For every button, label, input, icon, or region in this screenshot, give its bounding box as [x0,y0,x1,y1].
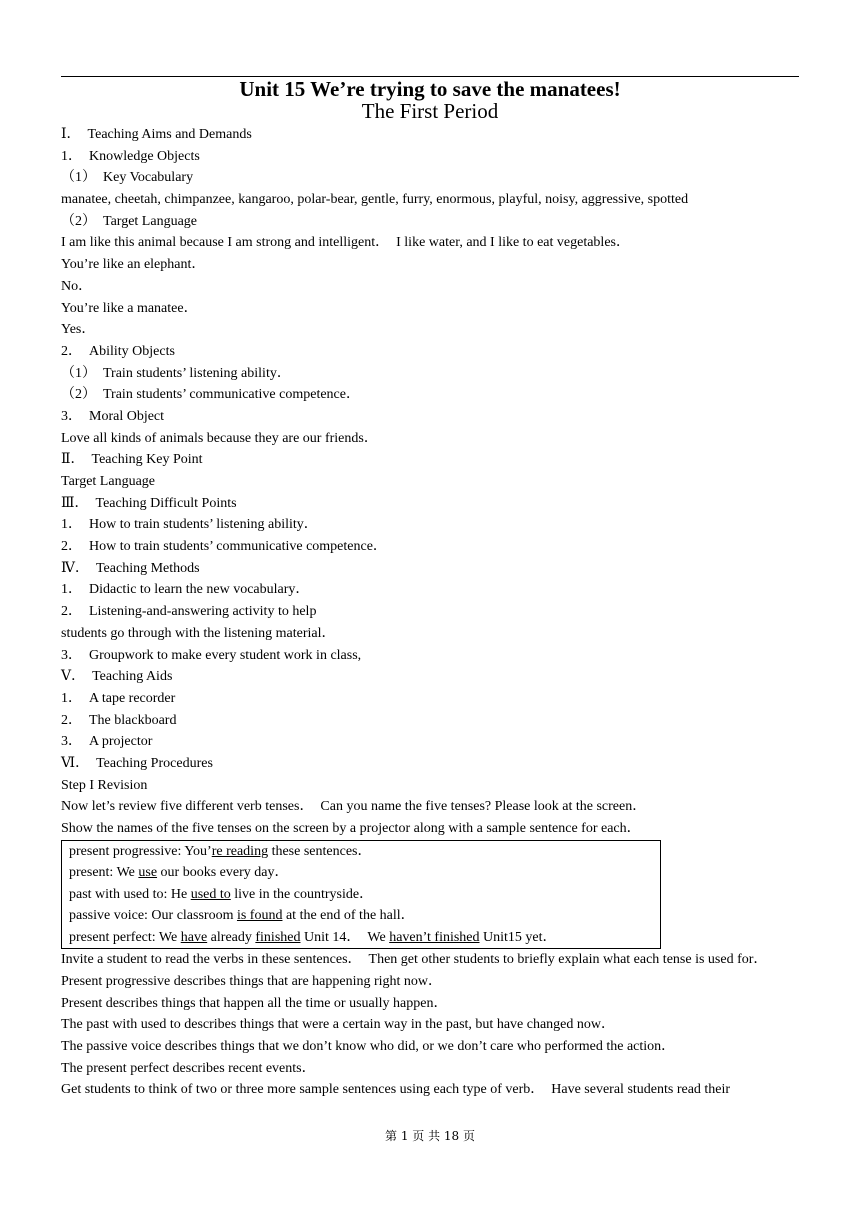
example-present: present: We use our books every day． [69,865,289,881]
document-subtitle: The First Period [361,99,499,123]
text-line: 3． Moral Object [61,408,165,424]
underlined-verb: is found [236,908,283,924]
text-line: 2． Listening-and-answering activity to help [61,604,317,620]
text-line: （2） Target Language [61,213,197,229]
underlined-verb: use [138,865,158,881]
section-heading: Ⅰ． Teaching Aims and Demands [61,127,252,142]
underlined-verb: have [180,929,208,945]
text-line: The present perfect describes recent events． [61,1060,316,1076]
text-line: The passive voice describes things that we don’t know who did, or we don’t care who performed the action． [61,1038,676,1054]
text-line: 1． How to train students’ listening ability． [61,517,318,533]
section-heading: Ⅴ． Teaching Aids [61,669,173,685]
vocabulary-list: manatee, cheetah, chimpanzee, kangaroo, polar-bear, gentle, furry, enormous, playful, noisy, aggressive, spotted [61,192,689,208]
text-line: （1） Train students’ listening ability． [61,365,291,381]
underlined-verb: haven’t finished [389,929,480,945]
text-line: Love all kinds of animals because they are our friends． [61,430,378,446]
text-line: 1． Didactic to learn the new vocabulary． [61,582,310,598]
example-sentences-box [61,840,661,950]
text-line: Step I Revision [61,777,148,793]
text-line: 2． Ability Objects [61,343,175,359]
text-line: Present progressive describes things that are happening right now． [61,973,443,989]
text-line: No． [61,278,93,294]
text-line: Yes． [61,322,96,338]
text-line: Target Language [61,474,155,489]
underlined-verb: finished [255,929,301,945]
section-heading: Ⅲ． Teaching Difficult Points [61,495,237,511]
text-line: 1． A tape recorder [61,690,176,706]
example-present-perfect: present perfect: We have already finished Unit 14． We haven’t finished Unit15 yet． [69,929,557,945]
underlined-verb: used to [190,886,231,902]
text-line: Show the names of the five tenses on the screen by a projector along with a sample sentence for each． [61,821,641,836]
text-line: Get students to think of two or three more sample sentences using each type of verb． Have several students read their [61,1082,731,1098]
text-line: Now let’s review five different verb tenses． Can you name the five tenses? Please look at the screen． [61,799,647,815]
text-line: 2． How to train students’ communicative competence． [61,539,387,555]
text-line: You’re like an elephant． [61,257,206,273]
text-line: I am like this animal because I am strong and intelligent． I like water, and I like to eat vegetables． [61,235,630,251]
text-line: （2） Train students’ communicative competence． [61,387,360,403]
section-heading: Ⅵ． Teaching Procedures [61,755,213,771]
text-line: Present describes things that happen all the time or usually happen． [61,995,448,1011]
text-line: （1） Key Vocabulary [61,170,194,186]
section-heading: Ⅳ． Teaching Methods [61,560,200,576]
text-line: 3． A projector [61,734,153,750]
text-line: 3． Groupwork to make every student work in class, [61,647,362,663]
text-line: students go through with the listening material． [61,625,336,641]
page-footer: 第 1 页 共 18 页 [385,1129,475,1143]
text-line: 1． Knowledge Objects [61,148,200,164]
underlined-verb: re reading [211,843,269,859]
example-present-progressive: present progressive: You’re reading these sentences． [69,843,372,859]
text-line: You’re like a manatee． [61,300,198,316]
text-line: 2． The blackboard [61,712,177,728]
text-paragraph: Invite a student to read the verbs in these sentences． Then get other students to briefly explain what each tense is used for． [61,952,768,968]
example-past-used-to: past with used to: He used to live in the countryside． [69,886,374,902]
text-line: The past with used to describes things that were a certain way in the past, but have changed now． [61,1017,616,1033]
example-passive-voice: passive voice: Our classroom is found at the end of the hall． [69,908,415,924]
document-body [61,124,806,1101]
document-title: Unit 15 We’re trying to save the manatees! [239,77,621,101]
section-heading: Ⅱ． Teaching Key Point [61,452,203,468]
